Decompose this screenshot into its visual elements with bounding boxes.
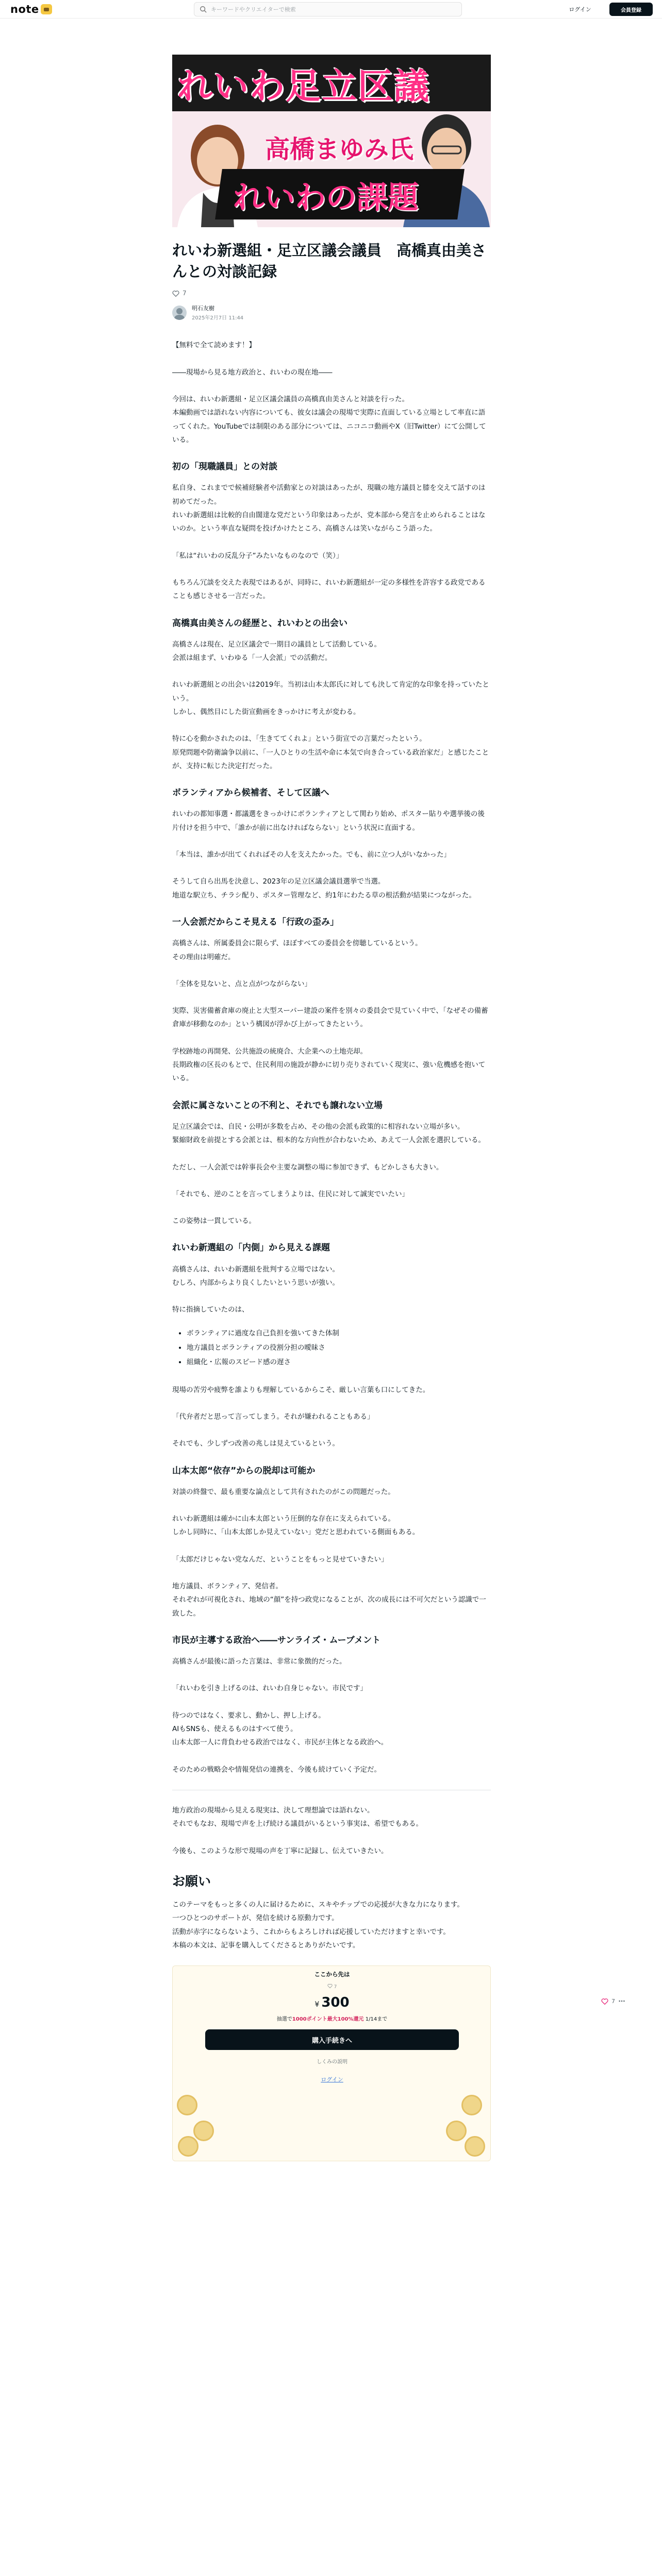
point-text-pre: 抽選で xyxy=(276,2016,292,2023)
point-highlight: 1000ポイント最大100%還元 xyxy=(292,2016,364,2023)
price-value: 300 xyxy=(321,1995,350,2011)
paragraph: 高橋さんは、れいわ新選組を批判する立場ではない。 むしろ、内部からより良くしたいという思いが強い。 xyxy=(172,1265,339,1287)
paragraph: ただし、一人会派では幹事長会や主要な調整の場に参加できず、もどかしさも大きい。 xyxy=(172,1163,443,1172)
point-text-post: 1/14まで xyxy=(365,2016,388,2023)
heart-icon[interactable] xyxy=(601,1998,608,2005)
search-icon xyxy=(200,6,207,13)
paragraph: このテーマをもっと多くの人に届けるために、スキやチップでの応援が大きな力になります。 一つひとつのサポートが、発信を続ける原動力です。 活動が赤字にならないよう、これからもよろしければ応援していただけますと幸いです。 本稿の本文は、記事を購入してくださるとありがたいです。 xyxy=(172,1900,464,1950)
top-header xyxy=(0,0,662,19)
paragraph: もちろん冗談を交えた表現ではあるが、同時に、れいわ新選組が一定の多様性を許容する政党であることも感じさせる一言だった。 xyxy=(172,578,486,601)
coin-decoration xyxy=(446,2121,467,2141)
heart-icon xyxy=(327,1984,333,1988)
paywall-content xyxy=(173,1966,491,2083)
hero-name: 高橋まゆみ氏 xyxy=(265,135,414,164)
paragraph: 「本当は、誰かが出てくれればその人を支えたかった。でも、前に立つ人がいなかった」 xyxy=(172,851,451,859)
article xyxy=(172,240,491,2161)
section-heading: 初の「現職議員」との対談 xyxy=(172,462,277,472)
list-item: • 地方議員とボランティアの役割分担の曖昧さ xyxy=(187,1341,491,1355)
coin-decoration xyxy=(177,2095,197,2115)
paragraph: 地方議員、ボランティア、発信者。 それぞれが可視化され、地域の“顔”を持つ政党になることが、次の成長には不可欠だという認識で一致した。 xyxy=(172,1582,486,1618)
article-title: れいわ新選組・足立区議会議員 高橋真由美さんとの対談記録 xyxy=(172,242,487,281)
login-button[interactable]: ログイン xyxy=(562,4,598,15)
likes-row xyxy=(172,290,491,297)
search-input[interactable] xyxy=(211,6,453,13)
section-heading: 市民が主導する政治へ――サンライズ・ムーブメント xyxy=(172,1635,381,1646)
paywall-box xyxy=(172,1965,491,2161)
coin-decoration xyxy=(465,2136,485,2157)
paragraph: 私自身、これまでで候補経験者や活動家との対談はあったが、現職の地方議員と膝を交えて話すのは初めてだった。 れいわ新選組は比較的自由闊達な党だという印象はあったが、党本部から発言を止められることはないのか。という率直な疑問を投げかけたところ、高橋さんは笑いながらこう語った。 xyxy=(172,484,486,533)
buy-button[interactable]: 購入手続きへ xyxy=(205,2029,459,2050)
point-campaign xyxy=(173,2014,491,2022)
avatar[interactable] xyxy=(172,306,187,320)
hero-subtitle: れいわの課題 xyxy=(233,180,419,216)
paywall-login-link[interactable]: ログイン xyxy=(321,2076,343,2083)
paragraph: 「れいわを引き上げるのは、れいわ自身じゃない。市民です」 xyxy=(172,1684,367,1693)
paragraph: ――現場から見る地方政治と、れいわの現在地―― xyxy=(172,368,333,377)
paragraph: 高橋さんは、所属委員会に限らず、ほぼすべての委員会を傍聴しているという。 その理由は明確だ。 xyxy=(172,939,422,961)
floating-like-count: 7 xyxy=(611,1997,615,2005)
signup-button[interactable]: 会員登録 xyxy=(609,3,653,16)
paragraph: そうして自ら出馬を決意し、2023年の足立区議会議員選挙で当選。 地道な駅立ち、チラシ配り、ポスター管理など、約1年にわたる草の根活動が結果につながった。 xyxy=(172,877,476,900)
paragraph: れいわの都知事選・都議選をきっかけにボランティアとして関わり始め、ポスター貼りや選挙後の後片付けを担う中で、「誰かが前に出なければならない」という状況に直面する。 xyxy=(172,810,485,832)
author-row[interactable] xyxy=(172,304,491,321)
paywall-like xyxy=(173,1984,491,1990)
author-name[interactable]: 明石友樹 xyxy=(192,305,214,312)
paragraph: 「全体を見ないと、点と点がつながらない」 xyxy=(172,979,311,988)
coin-decoration xyxy=(193,2121,214,2141)
paragraph: そのための戦略会や情報発信の連携を、今後も続けていく予定だ。 xyxy=(172,1765,381,1774)
paragraph: 今後も、このような形で現場の声を丁寧に記録し、伝えていきたい。 xyxy=(172,1846,388,1855)
paragraph: この姿勢は一貫している。 xyxy=(172,1217,256,1226)
logo-text: note xyxy=(10,3,39,15)
price xyxy=(173,1995,491,2010)
coin-decoration xyxy=(178,2136,198,2157)
list-item: • 組織化・広報のスピード感の遅さ xyxy=(187,1355,491,1369)
currency-symbol: ¥ xyxy=(315,2001,320,2009)
logo-badge-icon xyxy=(41,4,52,14)
paragraph: 現場の苦労や疲弊を誰よりも理解しているからこそ、厳しい言葉も口にしてきた。 xyxy=(172,1385,430,1394)
section-heading: 一人会派だからこそ見える「行政の歪み」 xyxy=(172,917,339,928)
paragraph: 「太郎だけじゃない党なんだ、ということをもっと見せていきたい」 xyxy=(172,1555,388,1564)
paragraph: 「私は“れいわの反乱分子”みたいなものなので（笑）」 xyxy=(172,551,343,560)
heart-icon[interactable] xyxy=(172,290,179,297)
more-icon[interactable] xyxy=(618,1997,625,2005)
paragraph: 【無料で全て読めます！】 xyxy=(172,341,256,350)
paragraph: 高橋さんが最後に語った言葉は、非常に象徴的だった。 xyxy=(172,1657,346,1666)
like-count: 7 xyxy=(183,290,187,297)
paragraph: れいわ新選組との出会いは2019年。当初は山本太郎氏に対しても決して肯定的な印象を持っていたという。 しかし、偶然目にした街宣動画をきっかけに考えが変わる。 xyxy=(172,681,489,717)
section-heading: 会派に属さないことの不利と、それでも譲れない立場 xyxy=(172,1100,383,1111)
section-heading: ボランティアから候補者、そして区議へ xyxy=(172,788,329,799)
section-heading: 山本太郎“依存”からの脱却は可能か xyxy=(172,1465,316,1476)
paragraph: それでも、少しずつ改善の兆しは見えているという。 xyxy=(172,1439,339,1448)
section-heading: れいわ新選組の「内側」から見える課題 xyxy=(172,1243,330,1253)
paragraph: 待つのではなく、要求し、動かし、押し上げる。 AIもSNSも、使えるものはすべて使う。 山本太郎一人に背負わせる政治ではなく、市民が主体となる政治へ。 xyxy=(172,1711,388,1747)
list-item: • ボランティアに過度な自己負担を強いてきた体制 xyxy=(187,1326,491,1341)
paragraph: 実際、災害備蓄倉庫の廃止と大型スーパー建設の案件を別々の委員会で見ていく中で、「なぜその備蓄倉庫が移動なのか」という構図が浮かび上がってきたという。 xyxy=(172,1007,488,1029)
paragraph: 特に指摘していたのは、 xyxy=(172,1306,249,1314)
paywall-heading: ここから先は xyxy=(314,1971,350,1978)
paragraph: 今回は、れいわ新選組・足立区議会議員の高橋真由美さんと対談を行った。 本編動画では語れない内容についても、彼女は議会の現場で実際に直面している立場として率直に語ってくれた。YouTubeでは制限のある部分については、ニコニコ動画やX（旧Twitter）にて公開している。 xyxy=(172,395,486,444)
bullet-list xyxy=(187,1326,491,1370)
article-body xyxy=(172,338,491,1952)
hero-image xyxy=(172,55,491,227)
coin-decoration xyxy=(461,2095,482,2115)
paragraph: 高橋さんは現在、足立区議会で一期目の議員として活動している。 会派は組まず、いわゆる「一人会派」での活動だ。 xyxy=(172,640,381,663)
how-it-works-link[interactable]: しくみの説明 xyxy=(317,2059,347,2065)
paragraph: 学校跡地の再開発、公共施設の統廃合、大企業への土地売却。 長期政権の区長のもとで、住民利用の施設が静かに切り売りされていく現実に、強い危機感を抱いている。 xyxy=(172,1047,486,1083)
section-heading: 高橋真由美さんの経歴と、れいわとの出会い xyxy=(172,618,347,629)
paragraph: 対談の終盤で、最も重要な論点として共有されたのがこの問題だった。 xyxy=(172,1487,395,1496)
hero-title: れいわ足立区議 xyxy=(177,66,431,107)
paragraph: 特に心を動かされたのは、「生きててくれよ」という街宣での言葉だったという。 原発問題や防衛論争以前に、「一人ひとりの生活や命に本気で向き合っている政治家だ」と感じたことが、支持に転じた決定打だった。 xyxy=(172,735,489,770)
post-date: 2025年2月7日 11:44 xyxy=(192,315,244,321)
note-logo[interactable] xyxy=(10,3,52,15)
paywall-like-count: 7 xyxy=(334,1985,337,1990)
paragraph: れいわ新選組は確かに山本太郎という圧倒的な存在に支えられている。 しかし同時に、「山本太郎しか見えていない」党だと思われている側面もある。 xyxy=(172,1515,420,1537)
request-heading: お願い xyxy=(172,1873,211,1889)
paragraph: 地方政治の現場から見える現実は、決して理想論では語れない。 それでもなお、現場で声を上げ続ける議員がいるという事実は、希望でもある。 xyxy=(172,1806,423,1828)
paragraph: 「代弁者だと思って言ってしまう。それが嫌われることもある」 xyxy=(172,1412,374,1421)
paragraph: 足立区議会では、自民・公明が多数を占め、その他の会派も政策的に相容れない立場が多い。 緊縮財政を前提とする会派とは、根本的な方向性が合わないため、あえて一人会派を選択している。 xyxy=(172,1122,485,1145)
search-bar[interactable] xyxy=(194,2,462,16)
floating-like[interactable] xyxy=(601,1997,625,2005)
paragraph: 「それでも、逆のことを言ってしまうよりは、住民に対して誠実でいたい」 xyxy=(172,1190,409,1198)
